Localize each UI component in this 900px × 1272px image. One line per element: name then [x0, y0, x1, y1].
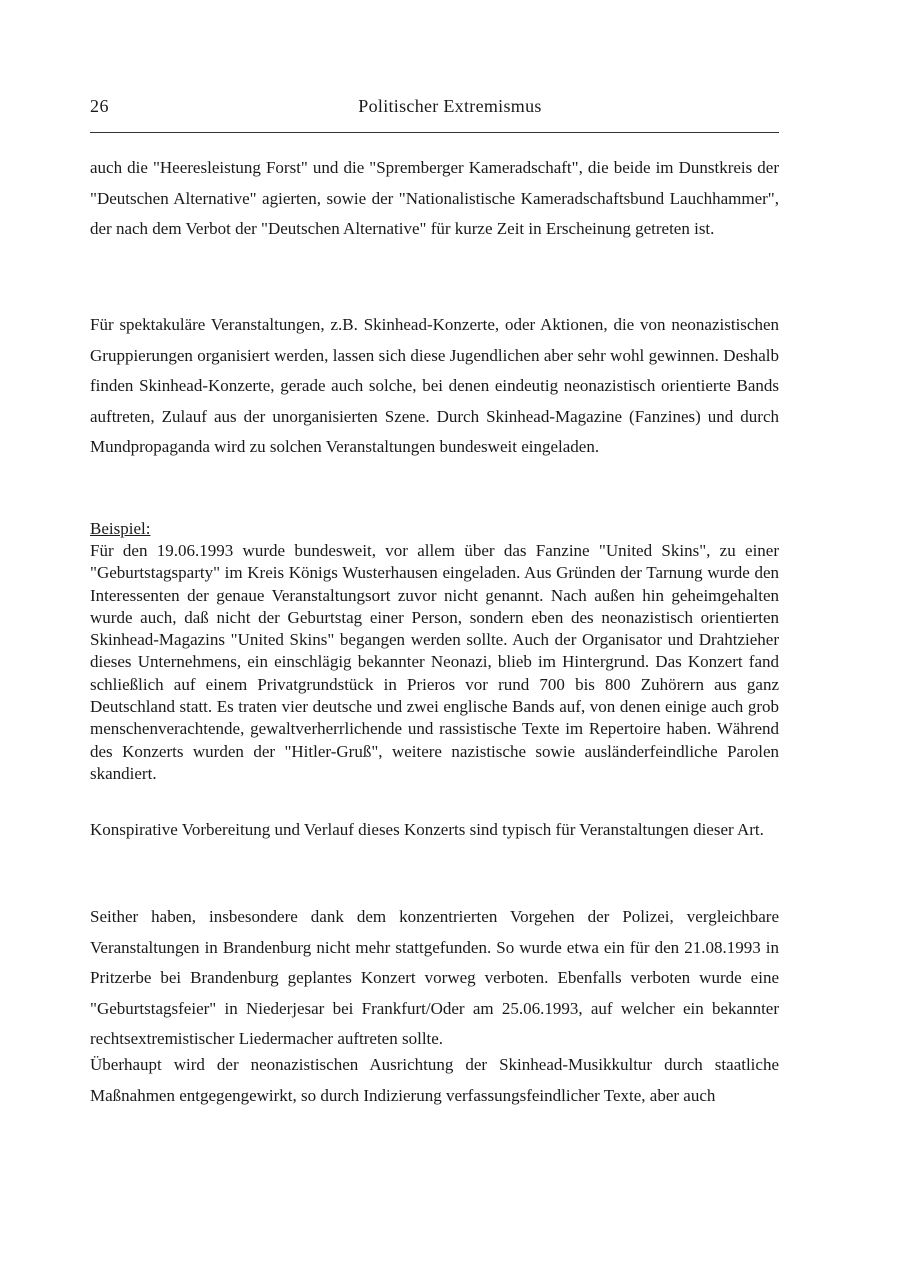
- paragraph-conspiracy: Konspirative Vorbereitung und Verlauf dieses Konzerts sind typisch für Veranstaltungen dieser Art.: [90, 820, 764, 839]
- page-number: 26: [90, 96, 109, 116]
- paragraph-state-measures: Überhaupt wird der neonazistischen Ausrichtung der Skinhead-Musikkultur durch staatliche Maßnahmen entgegengewirkt, so durch Indizierung verfassungsfeindlicher Texte, aber auch: [90, 1055, 779, 1105]
- paragraph-skinhead-concerts: Für spektakuläre Veranstaltungen, z.B. Skinhead-Konzerte, oder Aktionen, die von neonazistischen Gruppierungen organisiert werden, lassen sich diese Jugendlichen aber sehr wohl gewinnen. Deshalb finden Skinhead-Konzerte, gerade auch solche, bei denen eindeutig neonazistisch orientierte Bands auftreten, Zulauf aus der unorganisierten Szene. Durch Skinhead-Magazine (Fanzines) und durch Mundpropaganda wird zu solchen Veranstaltungen bundesweit eingeladen.: [90, 315, 779, 457]
- header-divider: [90, 132, 779, 133]
- paragraph-police-action: Seither haben, insbesondere dank dem konzentrierten Vorgehen der Polizei, vergleichbare Veranstaltungen in Brandenburg nicht mehr stattgefunden. So wurde etwa ein für den 21.08.1993 in Pritzerbe bei Brandenburg geplantes Konzert vorweg verboten. Ebenfalls verboten wurde eine "Geburtstagsfeier" in Niederjesar bei Frankfurt/Oder am 25.06.1993, auf welcher ein bekannter rechtsextremistischer Liedermacher auftreten sollte.: [90, 907, 779, 1049]
- example-label: Beispiel:: [90, 519, 151, 538]
- paragraph-continuation: auch die "Heeresleistung Forst" und die "Spremberger Kameradschaft", die beide im Dunstkreis der "Deutschen Alternative" agierten, sowie der "Nationalistische Kameradschaftsbund Lauchhammer", der nach dem Verbot der "Deutschen Alternative" für kurze Zeit in Erscheinung getreten ist.: [90, 158, 779, 239]
- running-title: Politischer Extremismus: [358, 96, 542, 116]
- paragraph-example: Für den 19.06.1993 wurde bundesweit, vor allem über das Fanzine "United Skins", zu einer "Geburtstagsparty" im Kreis Königs Wusterhausen eingeladen. Aus Gründen der Tarnung wurde den Interessenten der genaue Veranstaltungsort zuvor nicht genannt. Nach außen hin geheimgehalten wurde auch, daß nicht der Geburtstag einer Person, sondern eben des neonazistisch orientierten Skinhead-Magazins "United Skins" begangen werden sollte. Auch der Organisator und Drahtzieher dieses Unternehmens, ein einschlägig bekannter Neonazi, blieb im Hintergrund. Das Konzert fand schließlich auf einem Privatgrundstück in Prieros vor rund 700 bis 800 Zuhörern aus ganz Deutschland statt. Es traten vier deutsche und zwei englische Bands auf, von denen einige auch grob menschenverachtende, gewaltverherrlichende und rassistische Texte im Repertoire haben. Während des Konzerts wurden der "Hitler-Gruß", weitere nazistische sowie ausländerfeindliche Parolen skandiert.: [90, 541, 779, 783]
